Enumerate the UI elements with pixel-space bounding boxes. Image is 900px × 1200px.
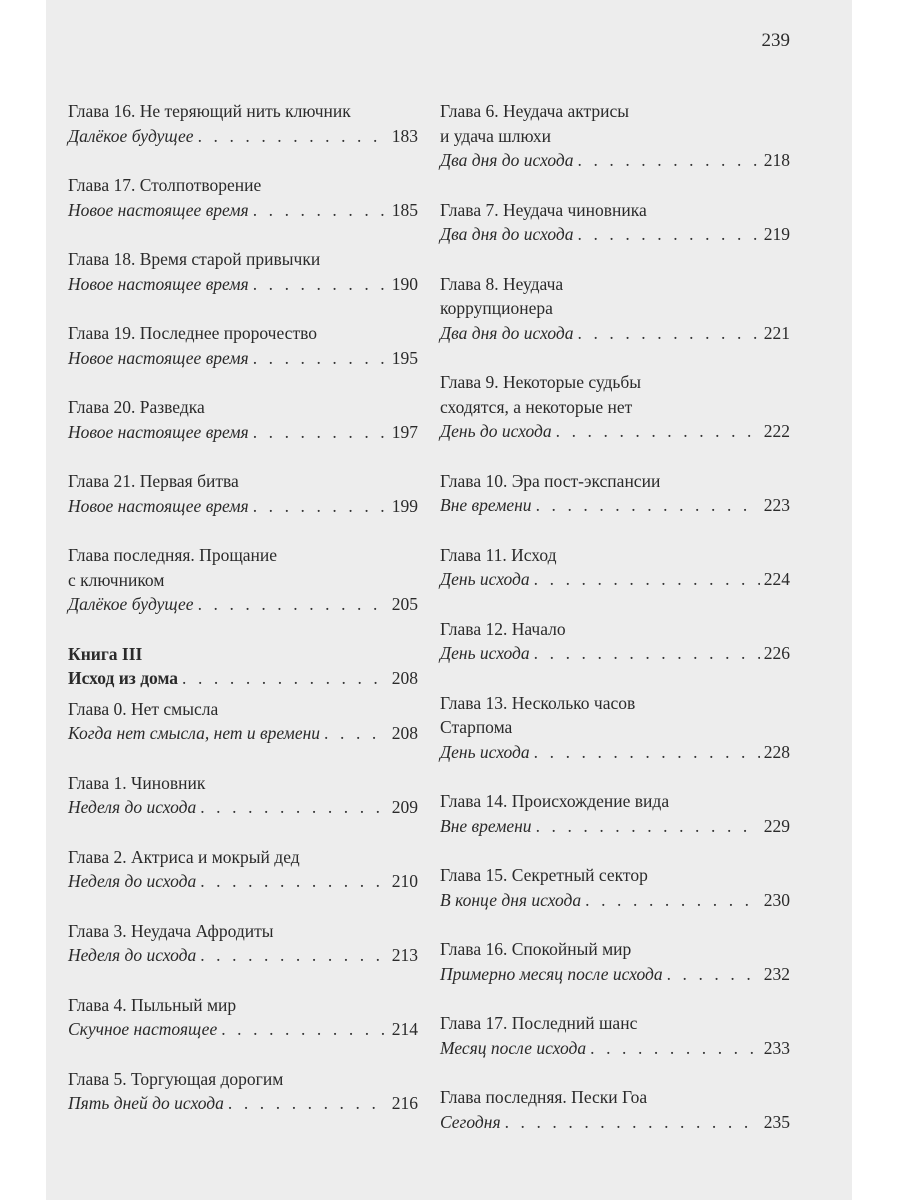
toc-entry-page-number: 185 — [391, 199, 418, 220]
toc-entry-page-number: 229 — [763, 815, 790, 836]
toc-entry-subtitle: Примерно месяц после исхода — [440, 963, 663, 984]
toc-entry-title: Глава 0. Нет смысла — [68, 698, 219, 719]
toc-entry-leader-line — [440, 567, 790, 592]
toc-entry-subtitle: День исхода — [440, 569, 530, 589]
toc-entry-leader-line — [440, 888, 790, 913]
toc-entry-page-number: 210 — [391, 871, 418, 891]
dot-leader — [228, 1091, 388, 1116]
toc-entry-subtitle: Неделя до исхода — [68, 797, 197, 817]
toc-entry-subtitle: Далёкое будущее — [68, 125, 194, 146]
toc-entry-title: Глава 3. Неудача Афродиты — [68, 920, 274, 941]
toc-entry-leader-line — [440, 1036, 790, 1061]
toc-entry-title: Глава 4. Пыльный мир — [68, 994, 237, 1015]
toc-entry — [440, 1011, 790, 1060]
toc-entry-subtitle: Скучное настоящее — [68, 1019, 218, 1039]
toc-entry-subtitle: Пять дней до исхода — [68, 1093, 224, 1113]
toc-entry-subtitle: Неделя до исхода — [68, 871, 197, 891]
dot-leader — [536, 814, 760, 839]
toc-entry — [440, 789, 790, 838]
toc-entry-subtitle: Вне времени — [440, 815, 532, 836]
dot-leader — [200, 869, 388, 894]
toc-entry-leader-line — [68, 124, 418, 149]
toc-entry-subtitle: Новое настоящее время — [68, 495, 249, 516]
toc-entry — [68, 469, 418, 518]
toc-entry-title: Глава 16. Спокойный мир — [440, 939, 632, 959]
toc-entry-page-number: 183 — [391, 125, 418, 146]
toc-book-heading — [68, 642, 418, 691]
toc-entry-page-number: 195 — [391, 347, 418, 368]
toc-entry-leader-line — [440, 148, 790, 173]
page-number: 239 — [761, 30, 790, 51]
toc-entry-title: Глава 21. Первая битва — [68, 471, 239, 491]
toc-entry — [440, 691, 790, 765]
toc-entry-subtitle: Два дня до исхода — [440, 322, 574, 343]
toc-entry — [440, 863, 790, 912]
toc-entry — [68, 247, 418, 296]
toc-entry-page-number: 230 — [763, 889, 790, 910]
toc-entry-title: Глава 15. Секретный сектор — [440, 865, 648, 885]
toc-entry-leader-line — [440, 814, 790, 839]
dot-leader — [536, 493, 760, 518]
toc-entry-page-number: 232 — [763, 963, 790, 984]
toc-entry — [68, 993, 418, 1042]
toc-entry-leader-line — [68, 494, 418, 519]
dot-leader — [253, 272, 388, 297]
toc-entry — [440, 543, 790, 592]
toc-entry-title: Глава 19. Последнее пророчество — [68, 323, 317, 343]
toc-entry — [68, 1067, 418, 1116]
toc-entry-leader-line — [68, 869, 418, 894]
dot-leader — [534, 567, 760, 592]
toc-entry-page-number: 219 — [763, 224, 790, 244]
toc-entry-subtitle: Два дня до исхода — [440, 150, 574, 170]
toc-entry — [440, 99, 790, 173]
toc-entry-title: Глава 16. Не теряющий нить ключник — [68, 101, 351, 121]
toc-left-column — [68, 99, 418, 1141]
toc-entry-page-number: 209 — [391, 797, 418, 817]
toc-entry-title: Глава последняя. Пески Гоа — [440, 1087, 648, 1107]
dot-leader — [324, 721, 388, 746]
toc-entry-leader-line — [440, 419, 790, 444]
toc-entry — [68, 697, 418, 746]
toc-entry-page-number: 222 — [763, 421, 790, 441]
toc-entry-leader-line — [68, 1091, 418, 1116]
dot-leader — [200, 943, 388, 968]
toc-entry-page-number: 205 — [391, 594, 418, 614]
dot-leader — [585, 888, 760, 913]
toc-entry-leader-line — [440, 222, 790, 247]
dot-leader — [200, 795, 388, 820]
toc-entry-title: Глава 10. Эра пост-экспансии — [440, 470, 661, 491]
dot-leader — [505, 1110, 760, 1135]
toc-entry-title: Глава 12. Начало — [440, 618, 566, 639]
dot-leader — [578, 321, 760, 346]
toc-entry-title: Глава 9. Некоторые судьбы сходятся, а некоторые нет — [440, 372, 642, 417]
dot-leader — [667, 962, 760, 987]
toc-entry-subtitle: Новое настоящее время — [68, 347, 249, 368]
toc-entry-page-number: 208 — [391, 723, 418, 743]
dot-leader — [182, 666, 388, 691]
toc-entry-subtitle: Далёкое будущее — [68, 594, 194, 614]
toc-entry-subtitle: Исход из дома — [68, 668, 179, 688]
toc-entry-leader-line — [68, 272, 418, 297]
dot-leader — [556, 419, 760, 444]
toc-entry-title: Глава 5. Торгующая дорогим — [68, 1068, 284, 1089]
toc-entry-title: Глава 6. Неудача актрисы и удача шлюхи — [440, 101, 630, 146]
toc-entry-title: Книга III — [68, 643, 143, 664]
toc-entry — [440, 1085, 790, 1134]
toc-entry-subtitle: В конце дня исхода — [440, 889, 582, 910]
toc-entry — [440, 198, 790, 247]
toc-entry-subtitle: Новое настоящее время — [68, 421, 249, 442]
toc-entry-page-number: 233 — [763, 1037, 790, 1058]
toc-entry — [440, 272, 790, 346]
toc-entry-title: Глава 2. Актриса и мокрый дед — [68, 846, 300, 867]
toc-entry-leader-line — [68, 346, 418, 371]
toc-entry-leader-line — [440, 641, 790, 666]
toc-entry-leader-line — [68, 943, 418, 968]
toc-entry-title: Глава 14. Происхождение вида — [440, 791, 670, 811]
toc-entry — [68, 173, 418, 222]
dot-leader — [253, 346, 388, 371]
toc-entry-title: Глава последняя. Прощание с ключником — [68, 545, 278, 590]
dot-leader — [221, 1017, 388, 1042]
toc-entry — [68, 845, 418, 894]
toc-entry — [440, 937, 790, 986]
dot-leader — [534, 641, 760, 666]
toc-entry-leader-line — [68, 795, 418, 820]
dot-leader — [578, 222, 760, 247]
toc-entry — [68, 771, 418, 820]
dot-leader — [198, 124, 388, 149]
toc-entry-page-number: 223 — [763, 495, 790, 515]
toc-entry-leader-line — [68, 592, 418, 617]
toc-entry-subtitle: Неделя до исхода — [68, 945, 197, 965]
toc-entry-title: Глава 20. Разведка — [68, 397, 205, 417]
toc-entry-title: Глава 17. Столпотворение — [68, 175, 262, 195]
toc-entry-subtitle: Месяц после исхода — [440, 1037, 587, 1058]
toc-entry-title: Глава 7. Неудача чиновника — [440, 199, 647, 220]
toc-entry-leader-line — [440, 1110, 790, 1135]
toc-entry-title: Глава 18. Время старой привычки — [68, 249, 321, 269]
toc-entry — [68, 395, 418, 444]
toc-entry-leader-line — [68, 721, 418, 746]
dot-leader — [578, 148, 760, 173]
toc-entry — [440, 617, 790, 666]
toc-entry — [68, 919, 418, 968]
toc-entry-title: Глава 13. Несколько часов Старпома — [440, 692, 636, 737]
toc-entry — [68, 321, 418, 370]
dot-leader — [253, 198, 388, 223]
toc-entry-subtitle: Когда нет смысла, нет и времени — [68, 723, 321, 743]
toc-entry-page-number: 226 — [763, 643, 790, 663]
toc-entry-page-number: 213 — [391, 945, 418, 965]
dot-leader — [253, 420, 388, 445]
toc-entry-subtitle: Вне времени — [440, 495, 532, 515]
toc-entry-leader-line — [68, 198, 418, 223]
toc-entry-subtitle: Новое настоящее время — [68, 199, 249, 220]
toc-entry-title: Глава 11. Исход — [440, 544, 557, 565]
toc-entry — [68, 543, 418, 617]
toc-entry-page-number: 214 — [391, 1019, 418, 1039]
toc-entry-title: Глава 1. Чиновник — [68, 772, 206, 793]
toc-right-column — [440, 99, 790, 1159]
toc-entry-page-number: 218 — [763, 150, 790, 170]
toc-entry-subtitle: День исхода — [440, 741, 530, 762]
toc-entry — [68, 99, 418, 148]
toc-entry-subtitle: Сегодня — [440, 1111, 501, 1132]
dot-leader — [534, 740, 760, 765]
dot-leader — [198, 592, 388, 617]
toc-entry-subtitle: Новое настоящее время — [68, 273, 249, 294]
toc-entry-page-number: 190 — [391, 273, 418, 294]
toc-entry-title: Глава 17. Последний шанс — [440, 1013, 638, 1033]
toc-entry-leader-line — [440, 493, 790, 518]
toc-entry-title: Глава 8. Неудача коррупционера — [440, 273, 564, 318]
toc-entry — [440, 469, 790, 518]
toc-entry-page-number: 216 — [391, 1093, 418, 1113]
toc-entry-subtitle: Два дня до исхода — [440, 224, 574, 244]
toc-entry-leader-line — [440, 321, 790, 346]
toc-entry-leader-line — [440, 962, 790, 987]
toc-entry — [440, 370, 790, 444]
toc-entry-page-number: 235 — [763, 1111, 790, 1132]
dot-leader — [590, 1036, 760, 1061]
toc-entry-page-number: 221 — [763, 322, 790, 343]
toc-entry-subtitle: День исхода — [440, 643, 530, 663]
toc-entry-page-number: 208 — [391, 668, 418, 688]
toc-entry-leader-line — [440, 740, 790, 765]
toc-entry-leader-line — [68, 666, 418, 691]
toc-entry-page-number: 197 — [391, 421, 418, 442]
toc-entry-page-number: 199 — [391, 495, 418, 516]
toc-entry-leader-line — [68, 420, 418, 445]
toc-entry-page-number: 224 — [763, 569, 790, 589]
toc-entry-leader-line — [68, 1017, 418, 1042]
toc-entry-subtitle: День до исхода — [440, 421, 552, 441]
dot-leader — [253, 494, 388, 519]
toc-entry-page-number: 228 — [763, 741, 790, 762]
